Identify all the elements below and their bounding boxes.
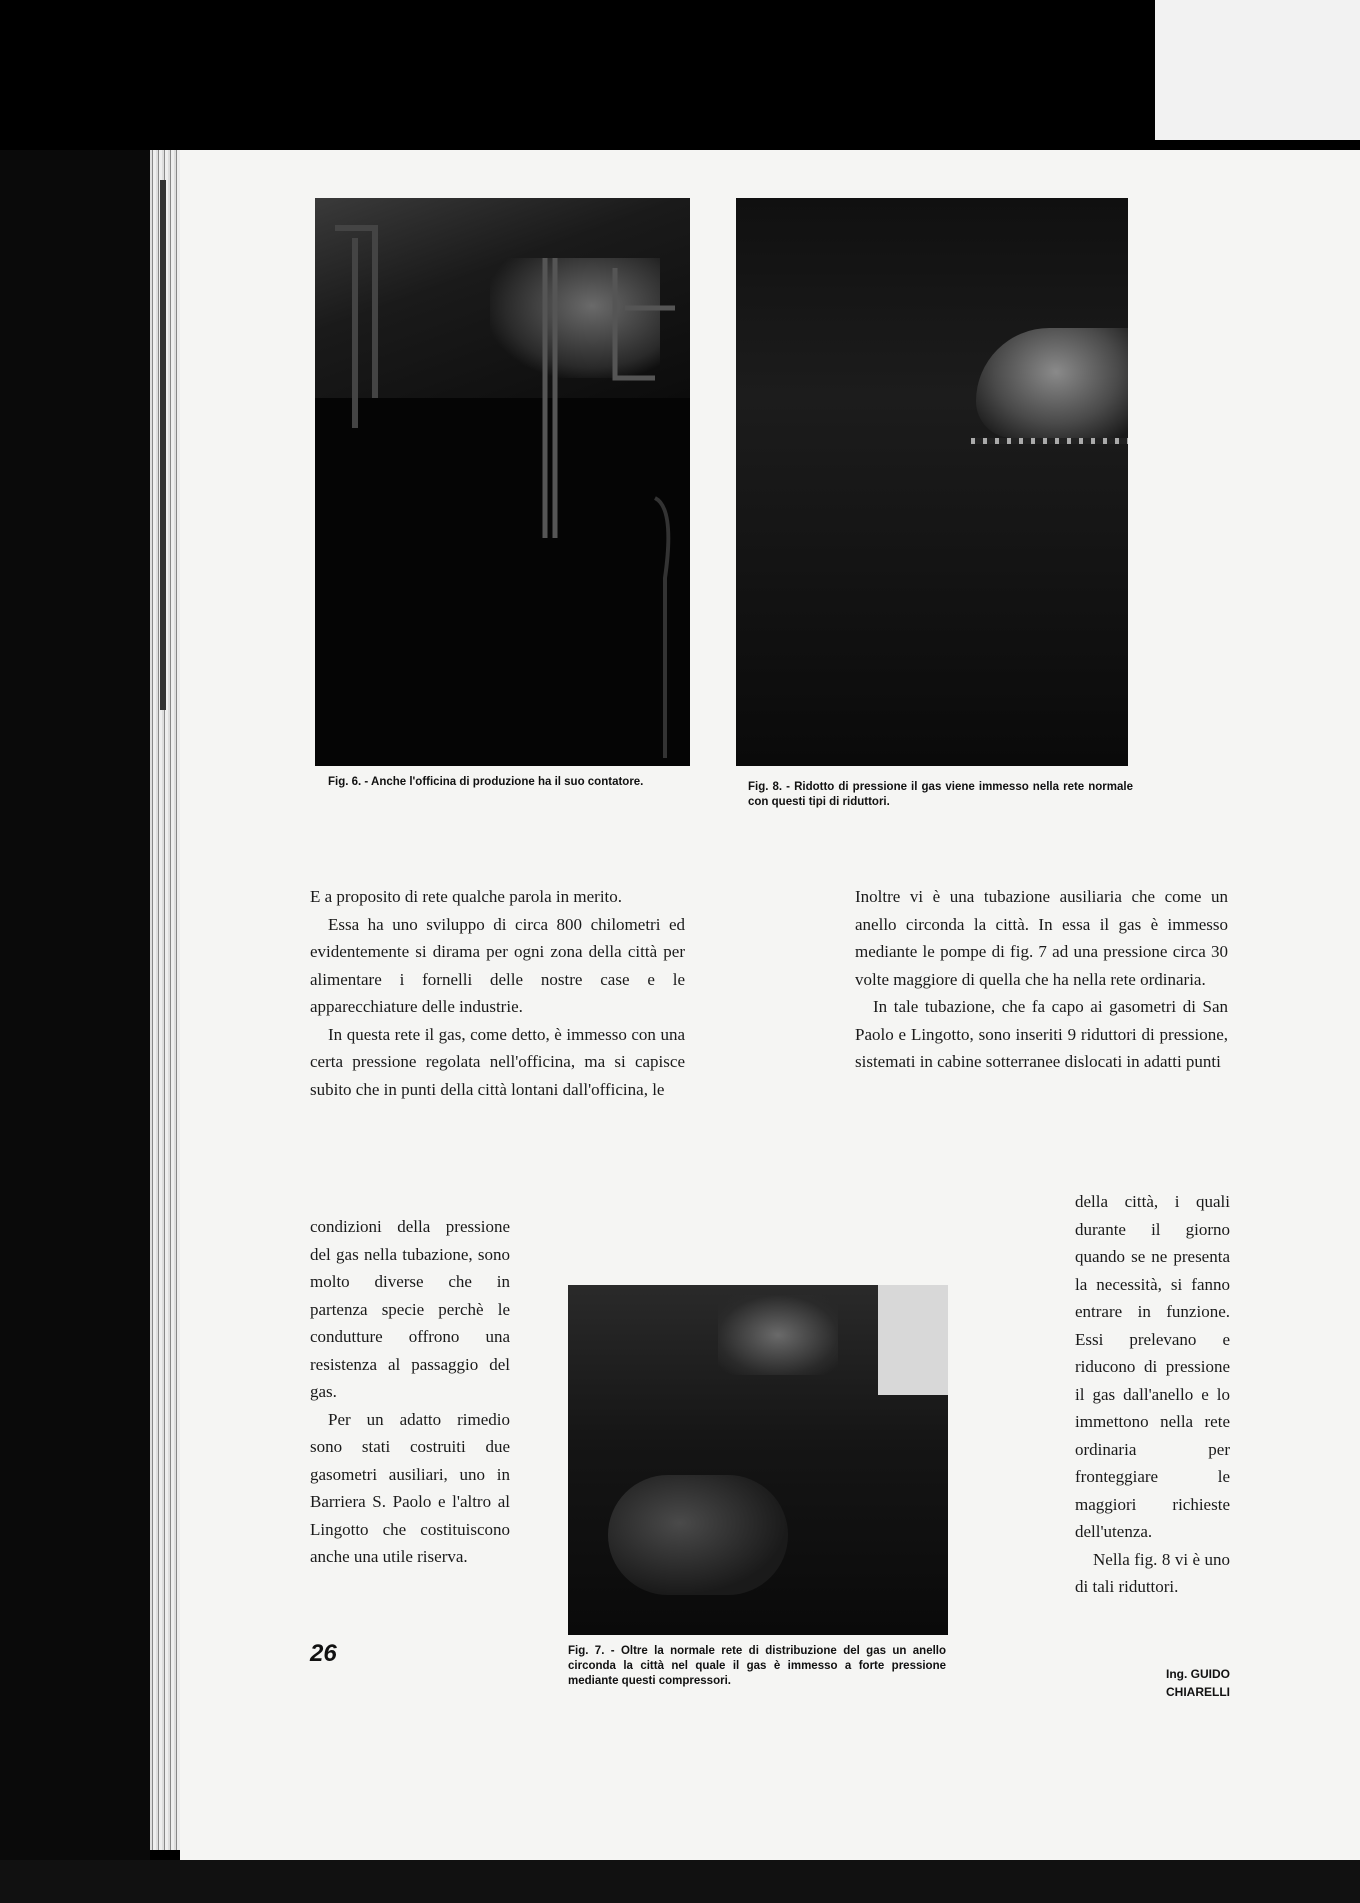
- figure-8-caption: Fig. 8. - Ridotto di pressione il gas viene immesso nella rete normale con questi tipi di riduttori.: [748, 781, 1133, 808]
- figure-8-photo: [736, 198, 1128, 766]
- author-line-2: CHIARELLI: [1166, 1685, 1230, 1699]
- right-paragraph-1: Inoltre vi è una tubazione ausiliaria che come un anello circonda la città. In essa il gas è immesso mediante le pompe di fig. 7 ad una pressione circa 30 volte maggiore di quella che ha nella rete ordinaria.: [855, 887, 1228, 989]
- author-signature: [1140, 1665, 1230, 1701]
- author-line-1: Ing. GUIDO: [1166, 1667, 1230, 1681]
- right-column-lower: [1075, 1188, 1230, 1601]
- right-column-upper: [855, 883, 1228, 1076]
- scan-background-right: [1155, 0, 1360, 140]
- figure-7-photo: [568, 1285, 948, 1635]
- figure-6-photo: [315, 198, 690, 766]
- left-paragraph-3-part-2: condizioni della pressione del gas nella tubazione, sono molto diverse che in partenza specie perchè le condutture offrono una resistenza al passaggio del gas.: [310, 1217, 510, 1401]
- left-paragraph-1: E a proposito di rete qualche parola in merito.: [310, 887, 623, 906]
- left-paragraph-4: Per un adatto rimedio sono stati costruiti due gasometri ausiliari, uno in Barriera S. Paolo e l'altro al Lingotto che costituiscono anche una utile riserva.: [310, 1409, 510, 1566]
- scan-background-bottom: [0, 1860, 1360, 1903]
- scan-background-left: [0, 150, 150, 1903]
- left-column-lower: [310, 1213, 510, 1571]
- page-number: 26: [310, 1640, 337, 1667]
- right-paragraph-2-part-1: In tale tubazione, che fa capo ai gasometri di San Paolo e Lingotto, sono inseriti 9 riduttori di pressione, sistemati in cabine sotterranee dislocati in adatti punti: [855, 997, 1228, 1071]
- figure-6-pipes: [315, 198, 690, 766]
- magazine-page: [180, 150, 1360, 1870]
- right-paragraph-3: Nella fig. 8 vi è uno di tali riduttori.: [1075, 1549, 1230, 1596]
- right-paragraph-2-part-2: della città, i quali durante il giorno quando se ne presenta la necessità, si fanno entrare in funzione. Essi prelevano e riducono di pressione il gas dall'anello e lo immettono nella rete ordinaria per fronteggiare le maggiori richieste dell'utenza.: [1075, 1192, 1230, 1541]
- left-column-upper: [310, 883, 685, 1103]
- figure-6-caption: Fig. 6. - Anche l'officina di produzione ha il suo contatore.: [328, 776, 644, 788]
- left-paragraph-2: Essa ha uno sviluppo di circa 800 chilometri ed evidentemente si dirama per ogni zona della città per alimentare i fornelli delle nostre case e le apparecchiature delle industrie.: [310, 914, 685, 1016]
- spine-mark: [160, 180, 166, 710]
- figure-7-caption: Fig. 7. - Oltre la normale rete di distribuzione del gas un anello circonda la città nel quale il gas è immesso a forte pressione mediante questi compressori.: [568, 1645, 946, 1687]
- left-paragraph-3-part-1: In questa rete il gas, come detto, è immesso con una certa pressione regolata nell'officina, ma si capisce subito che in punti della città lontani dall'officina, le: [310, 1024, 685, 1099]
